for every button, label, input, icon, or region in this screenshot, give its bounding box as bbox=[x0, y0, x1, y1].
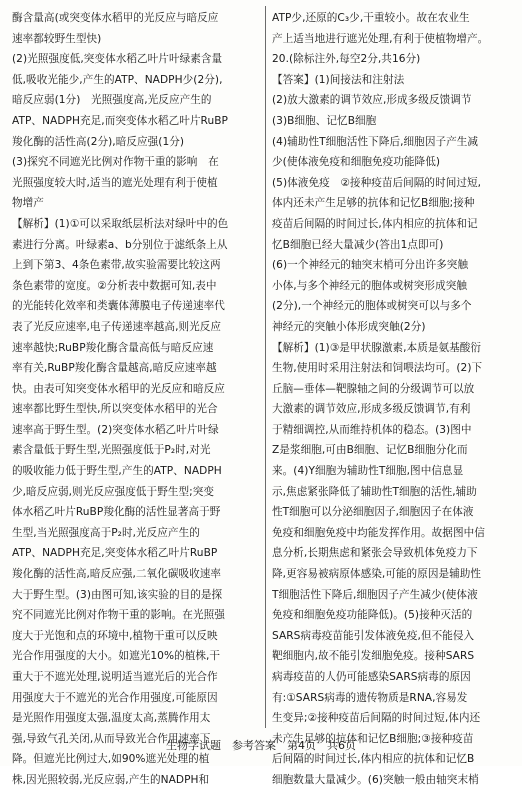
text-line: 生物,使用时采用注射法和饲喂法均可。(2)下 bbox=[272, 362, 483, 375]
text-line: 条色素带的宽度。②分析表中数据可知,表中 bbox=[12, 279, 217, 292]
text-line: 用强度大于不遮光的光合作用强度,可能原因 bbox=[12, 691, 218, 704]
text-line: 光合作用强度的大小。如遮光10%的植株,干 bbox=[12, 650, 221, 663]
text-line: 速率都较野生型快) bbox=[12, 32, 102, 45]
text-line: 素进行分离。叶绿素a、b分别位于滤纸条上从 bbox=[12, 238, 228, 251]
text-line: 息分析,长期焦虑和紧张会导致机体免疫力下 bbox=[272, 547, 478, 560]
text-line: (4)辅助性T细胞活性下降后,细胞因子产生减 bbox=[272, 135, 479, 148]
text-line: 神经元的突触小体形成突触(2分) bbox=[272, 320, 426, 333]
text-line: 速率都比野生型快,所以突变体水稻甲的光合 bbox=[12, 403, 218, 416]
column-divider bbox=[265, 6, 266, 728]
text-line: 上到下第3、4条色素带,故实验需要比较这两 bbox=[12, 259, 221, 272]
text-line: 降。但遮光比例过大,如90%遮光处理的植 bbox=[12, 753, 210, 766]
text-line: 忆B细胞已经大量减少(答出1点即可) bbox=[272, 238, 444, 251]
text-line: 光照强度较大时,适当的遮光处理有利于使植 bbox=[12, 176, 218, 189]
text-line: 羧化酶的活性高,暗反应强,二氧化碳吸收速率 bbox=[12, 568, 222, 581]
text-line: 生型,当光照强度高于P₂时,光反应产生的 bbox=[12, 526, 200, 539]
text-line: ATP、NADPH充足,突变体水稻乙叶片RuBP bbox=[12, 547, 218, 560]
text-line: 降,更容易被病原体感染,可能的原因是辅助性 bbox=[272, 568, 482, 581]
text-line: 快。由表可知突变体水稻甲的光反应和暗反应 bbox=[12, 382, 225, 395]
text-line: 株,因光照较弱,光反应弱,产生的NADPH和 bbox=[12, 773, 210, 786]
text-line: 究不同遮光比例对作物干重的影响。在光照强 bbox=[12, 609, 225, 622]
text-line: 【解析】(1)①可以采取纸层析法对绿叶中的色 bbox=[12, 217, 229, 230]
text-line: ATP少,还原的C₃少,干重较小。故在农业生 bbox=[272, 12, 470, 24]
text-line: 是光照作用强度太强,温度太高,蒸腾作用太 bbox=[12, 712, 211, 725]
text-line: (2分),一个神经元的胞体或树突可以与多个 bbox=[272, 300, 472, 313]
text-line: 强,导致气孔关闭,从而导致光合作用速率下 bbox=[12, 732, 211, 745]
text-line: 小体,与多个神经元的胞体或树突形成突触 bbox=[272, 279, 468, 292]
text-line: 素含量低于野生型,光照强度低于P₂时,对光 bbox=[12, 444, 211, 457]
text-line: 少,暗反应弱,则光反应强度低于野生型;突变 bbox=[12, 485, 215, 498]
text-line: 细胞数量大量减少。(6)突触一般由轴突末梢 bbox=[272, 773, 479, 786]
text-line: 未产生足够的抗体和记忆B细胞;③接种疫苗 bbox=[272, 732, 474, 745]
text-line: 的吸收能力低于野生型,产生的ATP、NADPH bbox=[12, 465, 222, 478]
text-line: 免疫和细胞免疫中均能发挥作用。故据图中信 bbox=[272, 526, 485, 539]
text-line: 来。(4)Y细胞为辅助性T细胞,图中信息显 bbox=[272, 465, 464, 478]
text-line: 免疫和细胞免疫功能降低)。(5)接种灭活的 bbox=[272, 609, 473, 622]
text-line: 【答案】(1)间接法和注射法 bbox=[272, 73, 405, 86]
text-line: (5)体液免疫 ②接种疫苗后间隔的时间过短, bbox=[272, 176, 482, 189]
text-line: (3)B细胞、记忆B细胞 bbox=[272, 114, 377, 127]
text-line: 20.(除标注外,每空2分,共16分) bbox=[272, 53, 421, 66]
text-line: 率有关,RuBP羧化酶含量越高,暗反应速率越 bbox=[12, 362, 217, 375]
text-line: T细胞活性下降后,细胞因子产生减少(使体液 bbox=[272, 588, 478, 601]
text-line: Z是浆细胞,可由B细胞、记忆B细胞分化而 bbox=[272, 444, 468, 457]
text-line: 生变异;②接种疫苗后间隔的时间过短,体内还 bbox=[272, 712, 481, 725]
text-line: 性T细胞可以分泌细胞因子,细胞因子在体液 bbox=[272, 506, 474, 519]
text-line: SARS病毒疫苗能引发体液免疫,但不能侵入 bbox=[272, 629, 475, 642]
text-line: 有:①SARS病毒的遗传物质是RNA,容易发 bbox=[272, 691, 468, 704]
text-line: 体水稻乙叶片RuBP羧化酶的活性显著高于野 bbox=[12, 506, 221, 519]
text-line: 后间隔的时间过长,体内相应的抗体和记忆B bbox=[272, 753, 475, 766]
text-line: 产上适当地进行遮光处理,有利于使植物增产。 bbox=[272, 32, 489, 45]
text-line: 靶细胞内,故不能引发细胞免疫。接种SARS bbox=[272, 650, 475, 663]
text-line: (3)探究不同遮光比例对作物干重的影响 在 bbox=[12, 156, 219, 169]
text-line: 少(使体液免疫和细胞免疫功能降低) bbox=[272, 156, 441, 169]
text-line: 丘脑—垂体—靶腺轴之间的分级调节可以放 bbox=[272, 382, 475, 395]
text-line: 大于野生型。(3)由图可知,该实验的目的是探 bbox=[12, 588, 223, 601]
text-line: 示,焦虑紧张降低了辅助性T细胞的活性,辅助 bbox=[272, 485, 477, 498]
text-line: 速率高于野生型。(2)突变体水稻乙叶片叶绿 bbox=[12, 423, 219, 436]
text-line: (2)光照强度低,突变体水稻乙叶片叶绿素含量 bbox=[12, 53, 223, 66]
text-line: ATP、NADPH充足,而突变体水稻乙叶片RuBP bbox=[12, 114, 228, 127]
text-line: 暗反应弱(1分) 光照强度高,光反应产生的 bbox=[12, 94, 212, 107]
left-column bbox=[12, 8, 260, 791]
text-line: 于精细调控,从而维持机体的稳态。(3)图中 bbox=[272, 423, 472, 436]
text-line: 的光能转化效率和类囊体薄膜电子传递速率代 bbox=[12, 300, 225, 313]
text-line: 酶含量高(或突变体水稻甲的光反应与暗反应 bbox=[12, 12, 219, 24]
text-line: 体内还未产生足够的抗体和记忆B细胞;接种 bbox=[272, 197, 475, 210]
text-line: 表了光反应速率,电子传递速率越高,则光反应 bbox=[12, 320, 222, 333]
text-line: 低,吸收光能少,产生的ATP、NADPH少(2分), bbox=[12, 73, 223, 86]
text-line: (2)放大激素的调节效应,形成多级反馈调节 bbox=[272, 94, 472, 107]
text-line: 物增产 bbox=[12, 197, 44, 210]
text-line: (6)一个神经元的轴突末梢可分出许多突触 bbox=[272, 259, 469, 272]
text-line: 病毒疫苗的人仍可能感染SARS病毒的原因 bbox=[272, 671, 471, 683]
text-line: 度大于光饱和点的环境中,植物干重可以反映 bbox=[12, 629, 218, 642]
text-line: 速率越快;RuBP羧化酶含量高低与暗反应速 bbox=[12, 341, 214, 354]
text-line: 重大于不遮光处理,说明适当遮光后的光合作 bbox=[12, 671, 218, 683]
text-line: 羧化酶的活性高(2分),暗反应强(1分) bbox=[12, 135, 185, 148]
text-line: 疫苗后间隔的时间过长,体内相应的抗体和记 bbox=[272, 217, 478, 230]
text-line: 大激素的调节效应,形成多级反馈调节,有利 bbox=[272, 403, 471, 416]
text-line: 【解析】(1)③是甲状腺激素,本质是氨基酸衍 bbox=[272, 341, 482, 354]
page-footer: 生物学试题 参考答案 第4页 共6页 bbox=[166, 739, 356, 752]
right-column bbox=[272, 8, 514, 791]
